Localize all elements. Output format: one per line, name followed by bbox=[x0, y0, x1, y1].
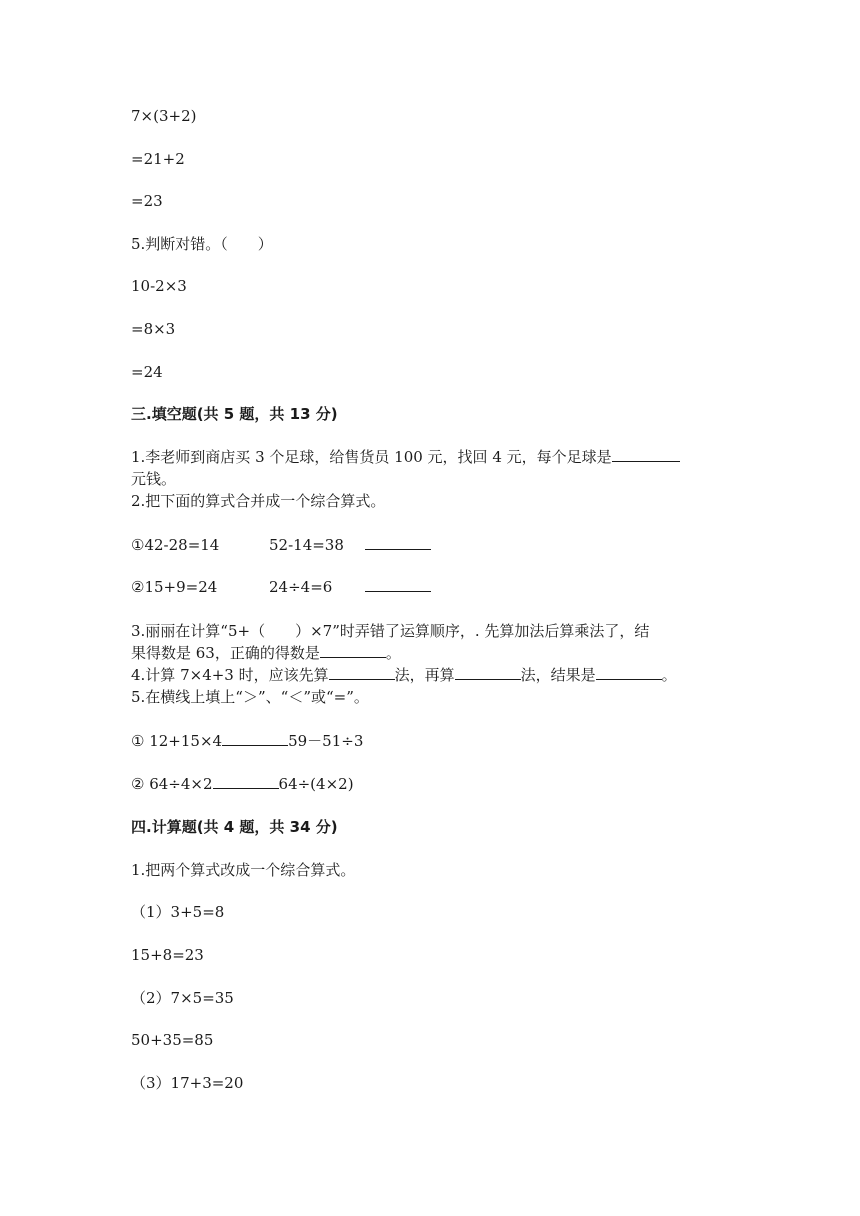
answer-blank[interactable] bbox=[455, 664, 521, 680]
answer-blank[interactable] bbox=[222, 730, 288, 746]
expr-line: =21+2 bbox=[131, 150, 185, 168]
compare-row bbox=[131, 773, 354, 795]
answer-blank[interactable] bbox=[365, 576, 431, 592]
list-item: 15+8=23 bbox=[131, 946, 204, 964]
expr-line: =24 bbox=[131, 363, 163, 381]
q1-text: 1.李老师到商店买 3 个足球，给售货员 100 元，找回 4 元，每个足球是 bbox=[131, 448, 612, 466]
section-heading: 四.计算题(共 4 题，共 34 分) bbox=[131, 818, 338, 836]
answer-blank[interactable] bbox=[596, 664, 662, 680]
compare-right: 64÷(4×2) bbox=[278, 775, 354, 793]
answer-blank[interactable] bbox=[365, 534, 431, 550]
question-title: 2.把下面的算式合并成一个综合算式。 bbox=[131, 492, 386, 510]
expr-line: 10-2×3 bbox=[131, 277, 187, 295]
compare-row bbox=[131, 730, 363, 752]
q4-part-a: 4.计算 7×4+3 时，应该先算 bbox=[131, 666, 329, 684]
q4-end: 。 bbox=[661, 666, 677, 684]
q3-text: 果得数是 63，正确的得数是 bbox=[131, 644, 320, 662]
list-item: （3）17+3=20 bbox=[131, 1074, 244, 1092]
list-item: （2）7×5=35 bbox=[131, 989, 234, 1007]
answer-blank[interactable] bbox=[329, 664, 395, 680]
question-text-cont: 元钱。 bbox=[131, 470, 177, 488]
compare-left: ① 12+15×4 bbox=[131, 732, 223, 750]
merge-second: 24÷4=6 bbox=[269, 578, 333, 596]
q4-part-b: 法，再算 bbox=[394, 666, 455, 684]
merge-second: 52-14=38 bbox=[269, 536, 344, 554]
question-title: 5.判断对错。（ ） bbox=[131, 235, 273, 253]
question-text: 3.丽丽在计算“5+（ ）×7”时弄错了运算顺序，. 先算加法后算乘法了，结 bbox=[131, 622, 650, 640]
question-text bbox=[131, 446, 680, 468]
q4-part-c: 法，结果是 bbox=[520, 666, 596, 684]
answer-blank[interactable] bbox=[320, 642, 386, 658]
merge-label: ②15+9=24 bbox=[131, 578, 218, 596]
question-text-cont bbox=[131, 642, 401, 664]
expr-line: 7×(3+2) bbox=[131, 107, 197, 125]
answer-blank[interactable] bbox=[213, 773, 279, 789]
q3-end: 。 bbox=[385, 644, 401, 662]
list-item: 50+35=85 bbox=[131, 1031, 214, 1049]
merge-label: ①42-28=14 bbox=[131, 536, 220, 554]
merge-row bbox=[131, 576, 431, 598]
question-title: 5.在横线上填上“＞”、“＜”或“=”。 bbox=[131, 688, 369, 706]
merge-row bbox=[131, 534, 431, 556]
list-item: （1）3+5=8 bbox=[131, 903, 225, 921]
question-text bbox=[131, 664, 677, 686]
compare-left: ② 64÷4×2 bbox=[131, 775, 213, 793]
expr-line: =23 bbox=[131, 192, 163, 210]
compare-right: 59－51÷3 bbox=[288, 732, 364, 750]
question-title: 1.把两个算式改成一个综合算式。 bbox=[131, 861, 356, 879]
section-heading: 三.填空题(共 5 题，共 13 分) bbox=[131, 405, 338, 423]
answer-blank[interactable] bbox=[612, 446, 680, 462]
expr-line: =8×3 bbox=[131, 320, 176, 338]
